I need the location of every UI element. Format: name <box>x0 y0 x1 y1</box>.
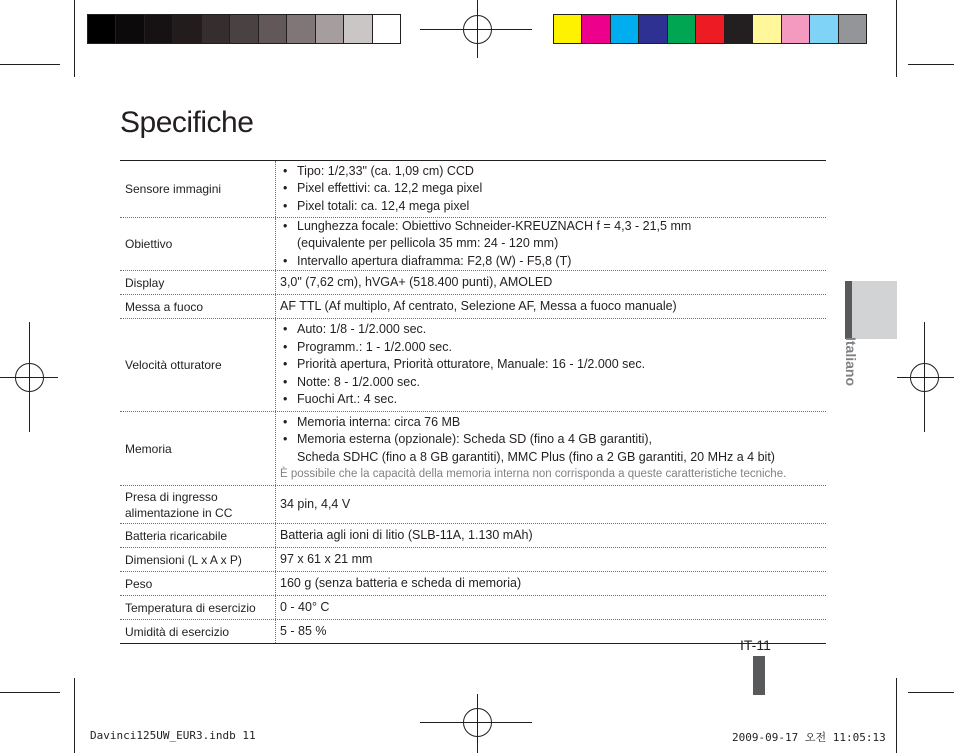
color-swatch <box>610 15 638 43</box>
spec-row <box>120 412 826 486</box>
color-swatch <box>724 15 752 43</box>
spec-value <box>275 486 826 523</box>
spec-bullet-list <box>280 414 826 467</box>
color-swatch <box>554 15 581 43</box>
language-tab-label: Italiano <box>843 337 859 387</box>
spec-text: AF TTL (Af multiplo, Af centrato, Selezione AF, Messa a fuoco manuale) <box>280 298 677 313</box>
spec-label: Messa a fuoco <box>125 299 204 314</box>
color-swatch <box>752 15 780 43</box>
gray-swatch <box>286 15 314 43</box>
print-slug-file: Davinci125UW_EUR3.indb 11 <box>90 729 256 742</box>
language-tab-accent <box>845 281 852 339</box>
color-swatch <box>838 15 866 43</box>
gray-swatch <box>229 15 257 43</box>
color-swatch <box>667 15 695 43</box>
spec-text: 34 pin, 4,4 V <box>280 496 351 511</box>
spec-bullet: • Memoria interna: circa 76 MB <box>280 414 826 432</box>
gray-swatch <box>343 15 371 43</box>
spec-label: Sensore immagini <box>125 182 222 196</box>
spec-text: 3,0" (7,62 cm), hVGA+ (518.400 punti), AMOLED <box>280 274 553 289</box>
spec-text: Batteria agli ioni di litio (SLB-11A, 1.130 mAh) <box>280 527 533 542</box>
page-title: Specifiche <box>120 106 254 139</box>
spec-value <box>275 295 826 318</box>
spec-bullet: • Lunghezza focale: Obiettivo Schneider-KREUZNACH f = 4,3 - 21,5 mm (equivalente per pellicola 35 mm: 24 - 120 mm) <box>280 218 826 253</box>
page-marker <box>753 656 765 695</box>
gray-swatch <box>88 15 115 43</box>
spec-bullet: • Fuochi Art.: 4 sec. <box>280 391 826 409</box>
spec-row <box>120 524 826 548</box>
spec-bullet-list <box>280 163 826 216</box>
spec-label: Velocità otturatore <box>125 358 222 372</box>
spec-label: Memoria <box>125 441 172 456</box>
gray-swatch <box>201 15 229 43</box>
spec-bullet: • Memoria esterna (opzionale): Scheda SD (fino a 4 GB garantiti), Scheda SDHC (fino a 8 GB garantiti), MMC Plus (fino a 2 GB garantiti, 20 MHz a 4 bit) <box>280 431 826 466</box>
gray-swatch <box>172 15 200 43</box>
spec-row <box>120 620 826 644</box>
spec-value <box>275 548 826 571</box>
spec-row <box>120 218 826 271</box>
spec-text: 160 g (senza batteria e scheda di memoria) <box>280 575 522 590</box>
spec-value <box>275 271 826 294</box>
spec-bullet: • Auto: 1/8 - 1/2.000 sec. <box>280 321 826 339</box>
gray-swatch <box>115 15 143 43</box>
spec-bullet: • Pixel totali: ca. 12,4 mega pixel <box>280 198 826 216</box>
color-swatch <box>581 15 609 43</box>
spec-note: È possibile che la capacità della memoria interna non corrisponda a queste caratteristiche tecniche. <box>280 468 787 480</box>
spec-bullet: • Tipo: 1/2,33" (ca. 1,09 cm) CCD <box>280 163 826 181</box>
spec-bullet: • Pixel effettivi: ca. 12,2 mega pixel <box>280 180 826 198</box>
spec-bullet-list <box>280 321 826 409</box>
spec-label: Peso <box>125 576 153 591</box>
spec-label: Batteria ricaricabile <box>125 528 228 543</box>
spec-row <box>120 295 826 319</box>
color-swatch <box>638 15 666 43</box>
page-number: IT-11 <box>740 637 771 653</box>
spec-value <box>275 412 826 485</box>
spec-label: Dimensioni (L x A x P) <box>125 552 242 567</box>
spec-row <box>120 271 826 295</box>
spec-table <box>120 160 826 644</box>
gray-swatch <box>315 15 343 43</box>
spec-text: 0 - 40° C <box>280 599 330 614</box>
print-slug-timestamp: 2009-09-17 오전 11:05:13 <box>732 731 886 744</box>
spec-label: Presa di ingresso alimentazione in CC <box>125 489 233 520</box>
spec-text: 5 - 85 % <box>280 623 327 638</box>
spec-label: Temperatura di esercizio <box>125 600 256 615</box>
color-swatch <box>809 15 837 43</box>
spec-value <box>275 218 826 270</box>
color-swatch <box>695 15 723 43</box>
gray-swatch <box>372 15 400 43</box>
spec-value <box>275 524 826 547</box>
spec-row <box>120 596 826 620</box>
spec-row <box>120 160 826 218</box>
spec-value <box>275 572 826 595</box>
spec-row <box>120 548 826 572</box>
spec-row <box>120 572 826 596</box>
spec-bullet: • Notte: 8 - 1/2.000 sec. <box>280 374 826 392</box>
language-tab <box>845 281 897 339</box>
spec-value <box>275 319 826 411</box>
spec-bullet: • Programm.: 1 - 1/2.000 sec. <box>280 339 826 357</box>
color-calibration-bar <box>553 14 867 44</box>
spec-label: Display <box>125 275 165 290</box>
spec-label: Umidità di esercizio <box>125 624 230 639</box>
spec-bullet: • Intervallo apertura diaframma: F2,8 (W) - F5,8 (T) <box>280 253 826 271</box>
spec-bullet-list <box>280 218 826 271</box>
spec-value <box>275 161 826 217</box>
spec-row <box>120 486 826 524</box>
gray-calibration-bar <box>87 14 401 44</box>
spec-label: Obiettivo <box>125 237 173 251</box>
gray-swatch <box>144 15 172 43</box>
spec-value <box>275 596 826 619</box>
spec-row <box>120 319 826 412</box>
spec-text: 97 x 61 x 21 mm <box>280 551 373 566</box>
color-swatch <box>781 15 809 43</box>
gray-swatch <box>258 15 286 43</box>
spec-bullet: • Priorità apertura, Priorità otturatore, Manuale: 16 - 1/2.000 sec. <box>280 356 826 374</box>
